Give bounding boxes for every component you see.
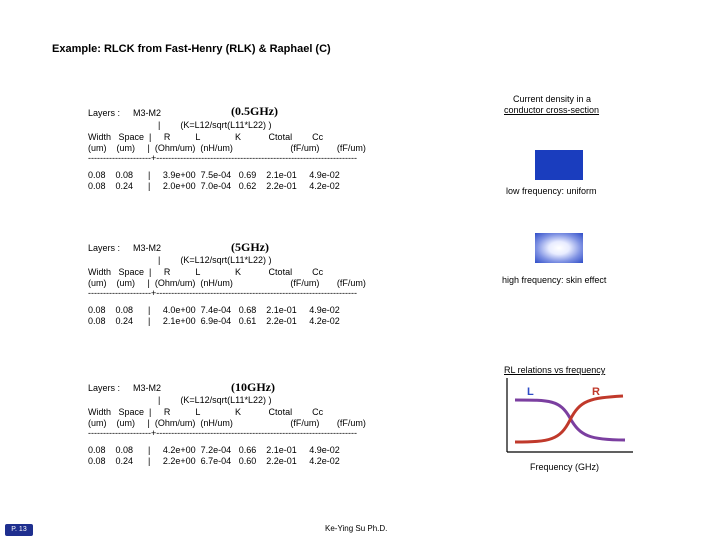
- r-label: R: [592, 386, 600, 398]
- layers-label: Layers :: [88, 383, 121, 393]
- rl-frequency-graph: [505, 378, 635, 463]
- table-row: 0.08 0.08 | 3.9e+00 7.5e-04 0.69 2.1e-01 4.9e-02: [88, 170, 340, 180]
- layers-value: M3-M2: [133, 108, 162, 118]
- layers-value: M3-M2: [133, 243, 162, 253]
- layers-label: Layers :: [88, 108, 121, 118]
- l-label: L: [527, 386, 534, 398]
- frequency-label: (0.5GHz): [231, 104, 278, 118]
- table-row: 0.08 0.08 | 4.2e+00 7.2e-04 0.66 2.1e-01 4.9e-02: [88, 445, 340, 455]
- formula-line: | (K=L12/sqrt(L11*L22) ): [158, 395, 272, 405]
- table-row: 0.08 0.24 | 2.0e+00 7.0e-04 0.62 2.2e-01 4.2e-02: [88, 181, 340, 191]
- frequency-label: (5GHz): [231, 240, 269, 254]
- header-row-2: (um) (um) | (Ohm/um) (nH/um) (fF/um) (fF/um): [88, 418, 366, 428]
- rlck-table-0.5ghz: [88, 108, 388, 198]
- skin-effect-label: high frequency: skin effect: [502, 275, 607, 285]
- rlck-table-5ghz: [88, 243, 388, 333]
- x-axis-label: Frequency (GHz): [530, 462, 600, 472]
- header-row-1: Width Space | R L K Ctotal Cc: [88, 132, 324, 142]
- uniform-current-square: [535, 150, 583, 180]
- header-row-1: Width Space | R L K Ctotal Cc: [88, 407, 324, 417]
- skin-effect-square: [535, 233, 583, 263]
- rl-relations-title: RL relations vs frequency: [504, 365, 606, 375]
- formula-line: | (K=L12/sqrt(L11*L22) ): [158, 255, 272, 265]
- header-row-2: (um) (um) | (Ohm/um) (nH/um) (fF/um) (fF/um): [88, 143, 366, 153]
- header-row-1: Width Space | R L K Ctotal Cc: [88, 267, 324, 277]
- header-row-2: (um) (um) | (Ohm/um) (nH/um) (fF/um) (fF/um): [88, 278, 366, 288]
- uniform-label: low frequency: uniform: [506, 186, 597, 196]
- rlck-table-10ghz: [88, 383, 388, 473]
- author: Ke-Ying Su Ph.D.: [325, 524, 388, 533]
- table-row: 0.08 0.08 | 4.0e+00 7.4e-04 0.68 2.1e-01 4.9e-02: [88, 305, 340, 315]
- frequency-label: (10GHz): [231, 380, 275, 394]
- page-title: Example: RLCK from Fast-Henry (RLK) & Raphael (C): [52, 43, 331, 55]
- separator: ---------------------+-------------------------------------------------------------------: [88, 428, 357, 438]
- layers-label: Layers :: [88, 243, 121, 253]
- table-row: 0.08 0.24 | 2.1e+00 6.9e-04 0.61 2.2e-01 4.2e-02: [88, 316, 340, 326]
- r-curve: [515, 396, 623, 442]
- separator: ---------------------+-------------------------------------------------------------------: [88, 288, 357, 298]
- layers-value: M3-M2: [133, 383, 162, 393]
- current-density-caption-2: conductor cross-section: [504, 105, 600, 115]
- table-row: 0.08 0.24 | 2.2e+00 6.7e-04 0.60 2.2e-01 4.2e-02: [88, 456, 340, 466]
- current-density-caption: Current density in a: [513, 94, 592, 104]
- page-number-badge: P. 13: [5, 524, 33, 536]
- formula-line: | (K=L12/sqrt(L11*L22) ): [158, 120, 272, 130]
- separator: ---------------------+-------------------------------------------------------------------: [88, 153, 357, 163]
